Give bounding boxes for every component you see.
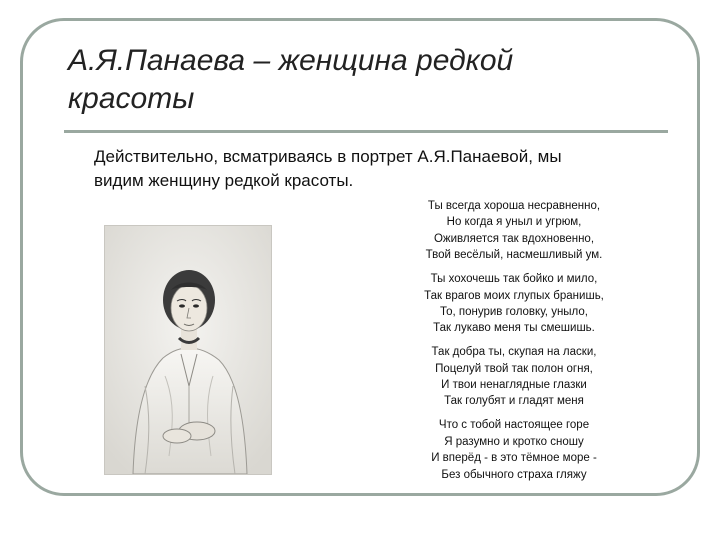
- poem-line: Я разумно и кротко сношу: [444, 435, 584, 448]
- poem-line: И вперёд - в это тёмное море -: [431, 452, 597, 465]
- slide-title: [68, 42, 668, 118]
- poem-line: Ты хохочешь так бойко и мило,: [430, 273, 598, 286]
- poem-line: Так врагов моих глупых бранишь,: [424, 289, 604, 302]
- poem-line: Ты всегда хороша несравненно,: [427, 200, 601, 212]
- poem-stanza-4: [394, 417, 634, 483]
- title-line-1: А.Я.Панаева – женщина редкой: [68, 44, 514, 77]
- poem-line: Оживляется так вдохновенно,: [433, 232, 595, 245]
- poem-stanza-1: [394, 198, 634, 264]
- poem-line: И твои ненаглядные глазки: [441, 379, 587, 392]
- poem: [394, 198, 634, 491]
- poem-line: Так добра ты, скупая на ласки,: [431, 346, 597, 359]
- poem-line: То, понурив головку, уныло,: [439, 305, 588, 318]
- poem-line: Так голубят и гладят меня: [444, 395, 584, 408]
- body-line-1: Действительно, всматриваясь в портрет А.Я.Панаевой, мы: [94, 147, 562, 166]
- title-divider: [64, 130, 668, 133]
- poem-line: Без обычного страха гляжу: [441, 468, 587, 481]
- poem-line: Твой весёлый, насмешливый ум.: [425, 249, 603, 262]
- body-line-2: видим женщину редкой красоты.: [94, 171, 354, 190]
- title-line-2: красоты: [68, 82, 195, 115]
- portrait-image: [104, 225, 272, 475]
- body-paragraph: [94, 145, 674, 193]
- poem-line: Но когда я уныл и угрюм,: [446, 216, 582, 229]
- poem-line: Поцелуй твой так полон огня,: [435, 362, 593, 375]
- poem-stanza-2: [394, 271, 634, 337]
- portrait-drawing: [105, 226, 271, 474]
- poem-line: Так лукаво меня ты смешишь.: [433, 322, 595, 335]
- poem-line: Что с тобой настоящее горе: [438, 419, 590, 432]
- poem-stanza-3: [394, 344, 634, 410]
